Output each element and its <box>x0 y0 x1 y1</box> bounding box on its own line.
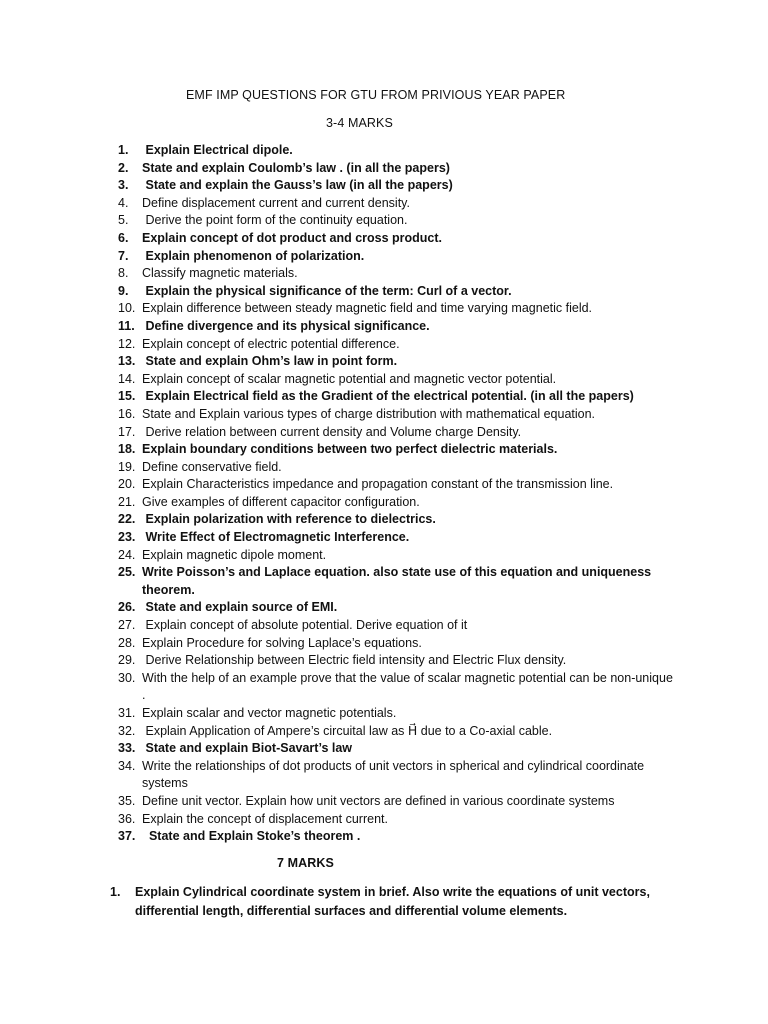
question-item <box>118 828 678 846</box>
question-number: 35. <box>118 793 136 808</box>
question-item <box>118 723 678 741</box>
question-number: 25. <box>118 565 136 580</box>
question-item <box>118 494 678 512</box>
question-item <box>118 459 678 477</box>
question-item <box>118 160 678 178</box>
question-number: 22. <box>118 512 136 527</box>
question-item <box>118 406 678 424</box>
question-number: 19. <box>118 459 136 474</box>
question-item <box>118 248 678 266</box>
question-text: Explain concept of scalar magnetic potential and magnetic vector potential. <box>142 371 557 386</box>
question-text: Explain scalar and vector magnetic potentials. <box>142 706 397 720</box>
question-number: 14. <box>118 371 136 386</box>
section-heading-7-marks: 7 MARKS <box>277 856 334 870</box>
question-number: 3. <box>118 178 129 193</box>
question-text: Explain the concept of displacement current. <box>142 811 388 826</box>
question-number: 18. <box>118 442 136 457</box>
question-text: State and explain Biot-Savart’s law <box>142 741 353 756</box>
question-item <box>118 230 678 248</box>
question-text: With the help of an example prove that the value of scalar magnetic potential can be non-unique . <box>142 670 677 703</box>
question-text: Explain Procedure for solving Laplace’s equations. <box>142 635 422 650</box>
question-item <box>118 793 678 811</box>
question-number: 27. <box>118 618 136 633</box>
question-text: State and explain Coulomb’s law . (in all the papers) <box>142 160 450 175</box>
question-item <box>118 283 678 301</box>
question-text: Explain phenomenon of polarization. <box>142 248 365 263</box>
question-number: 32. <box>118 723 136 738</box>
question-list-3-4-marks <box>118 142 678 846</box>
question-number: 13. <box>118 354 136 369</box>
question-item <box>110 883 670 921</box>
question-text: Explain polarization with reference to dielectrics. <box>142 512 436 527</box>
question-text: Write Poisson’s and Laplace equation. also state use of this equation and uniqueness theorem. <box>142 565 655 597</box>
question-item <box>118 300 678 318</box>
question-item <box>118 388 678 406</box>
question-number: 31. <box>118 706 136 720</box>
question-item <box>118 617 678 635</box>
question-text: Define divergence and its physical significance. <box>142 318 430 333</box>
question-number: 24. <box>118 547 136 562</box>
question-number: 15. <box>118 389 136 404</box>
question-item <box>118 142 678 160</box>
document-title: EMF IMP QUESTIONS FOR GTU FROM PRIVIOUS YEAR PAPER <box>186 88 566 102</box>
question-text: Give examples of different capacitor configuration. <box>142 494 420 509</box>
question-text: Explain concept of electric potential difference. <box>142 336 400 351</box>
question-number: 36. <box>118 811 136 826</box>
question-text: Define conservative field. <box>142 459 282 474</box>
question-number: 11. <box>118 318 135 333</box>
question-number: 29. <box>118 653 136 668</box>
question-number: 34. <box>118 758 136 773</box>
question-text: Derive relation between current density and Volume charge Density. <box>142 424 522 439</box>
question-text: Explain difference between steady magnetic field and time varying magnetic field. <box>142 301 593 316</box>
question-item <box>118 353 678 371</box>
question-item <box>118 265 678 283</box>
question-item <box>118 476 678 494</box>
question-text: Explain boundary conditions between two perfect dielectric materials. <box>142 442 558 457</box>
question-text: Derive Relationship between Electric field intensity and Electric Flux density. <box>142 653 567 668</box>
question-number: 30. <box>118 670 136 685</box>
question-text: Define displacement current and current density. <box>142 195 410 210</box>
question-number: 2. <box>118 160 129 175</box>
question-text: Explain Electrical dipole. <box>142 143 293 157</box>
question-text: State and Explain various types of charge distribution with mathematical equation. <box>142 406 596 421</box>
question-number: 28. <box>118 635 136 650</box>
question-text: State and explain Ohm’s law in point form. <box>142 354 398 369</box>
question-number: 5. <box>118 213 129 228</box>
question-number: 37. <box>118 829 136 844</box>
question-item <box>118 740 678 758</box>
question-item <box>118 195 678 213</box>
question-number: 9. <box>118 283 129 298</box>
question-item <box>118 318 678 336</box>
question-text: Define unit vector. Explain how unit vectors are defined in various coordinate systems <box>142 793 615 808</box>
question-item <box>118 599 678 617</box>
question-number: 8. <box>118 266 129 281</box>
question-item <box>118 336 678 354</box>
question-number: 1. <box>118 143 129 157</box>
question-text: Explain Application of Ampere’s circuital law as H⃗ due to a Co-axial cable. <box>142 723 553 738</box>
question-number: 26. <box>118 600 136 615</box>
question-item <box>118 371 678 389</box>
question-item <box>118 212 678 230</box>
question-text: Derive the point form of the continuity equation. <box>142 213 408 228</box>
question-item <box>118 564 678 599</box>
question-text: State and explain source of EMI. <box>142 600 338 615</box>
question-text: Classify magnetic materials. <box>142 266 298 281</box>
question-text: Explain Cylindrical coordinate system in brief. Also write the equations of unit vectors, differential length, differential surfaces and differential volume elements. <box>135 885 654 918</box>
question-number: 21. <box>118 494 136 509</box>
question-text: Explain Electrical field as the Gradient of the electrical potential. (in all the papers) <box>142 389 634 404</box>
section-heading-3-4-marks: 3-4 MARKS <box>326 116 393 130</box>
question-number: 6. <box>118 230 129 245</box>
question-number: 20. <box>118 477 136 492</box>
question-text: Write the relationships of dot products of unit vectors in spherical and cylindrical coordinate systems <box>142 758 648 791</box>
question-number: 7. <box>118 248 129 263</box>
question-number: 12. <box>118 336 136 351</box>
question-number: 16. <box>118 406 136 421</box>
question-text: Explain concept of dot product and cross product. <box>142 230 443 245</box>
question-item <box>118 424 678 442</box>
question-number: 33. <box>118 741 136 756</box>
question-item <box>118 547 678 565</box>
question-text: Explain concept of absolute potential. Derive equation of it <box>142 618 468 633</box>
question-item <box>118 758 678 793</box>
question-item <box>118 177 678 195</box>
question-number: 4. <box>118 195 129 210</box>
question-text: Explain the physical significance of the term: Curl of a vector. <box>142 283 512 298</box>
question-item <box>118 635 678 653</box>
question-item <box>118 811 678 829</box>
question-number: 17. <box>118 424 136 439</box>
question-text: Explain magnetic dipole moment. <box>142 547 327 562</box>
question-text: State and Explain Stoke’s theorem . <box>142 829 361 844</box>
question-number: 10. <box>118 301 136 316</box>
question-list-7-marks <box>110 883 670 921</box>
question-number: 23. <box>118 530 136 545</box>
question-number: 1. <box>110 885 121 899</box>
question-item <box>118 511 678 529</box>
question-item <box>118 441 678 459</box>
question-item <box>118 529 678 547</box>
question-text: Explain Characteristics impedance and propagation constant of the transmission line. <box>142 477 614 492</box>
question-text: Write Effect of Electromagnetic Interference. <box>142 530 410 545</box>
question-item <box>118 705 678 723</box>
question-text: State and explain the Gauss’s law (in all the papers) <box>142 178 453 193</box>
question-item <box>118 652 678 670</box>
question-item <box>118 670 678 705</box>
